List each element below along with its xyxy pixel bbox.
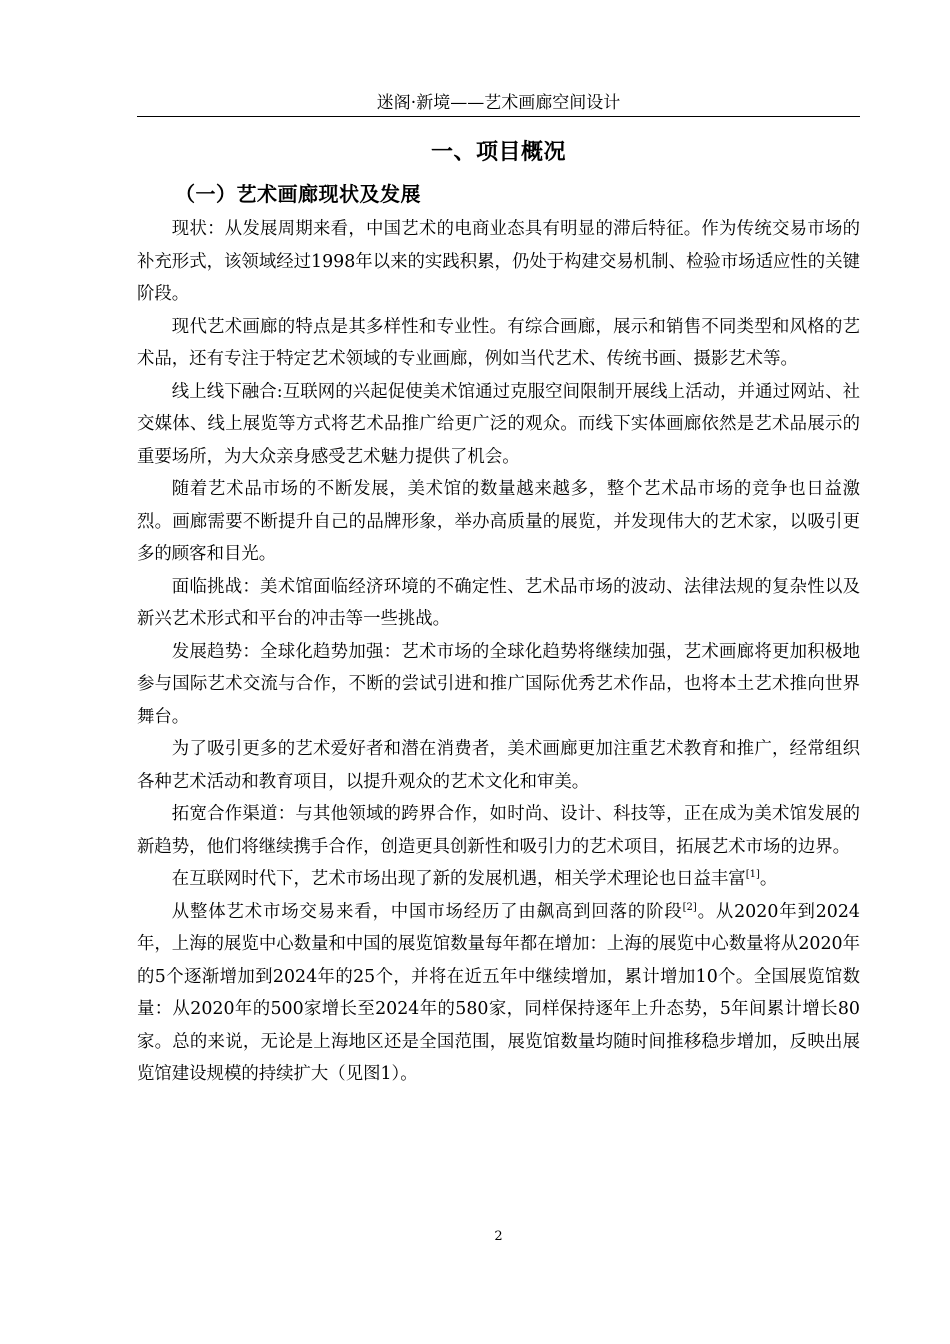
citation-ref: [1] [745, 869, 760, 881]
paragraph-text-end: 。从2020年到2024年，上海的展览中心数量和中国的展览馆数量每年都在增加：上海的展览中心数量将从2020年的5个逐渐增加到2024年的25个，并将在近五年中继续增加，累计增加10个。全国展览馆数量：从2020年的500家增长至2024年的580家，同样保持逐年上升态势，5年间累计增长80家。总的来说，无论是上海地区还是全国范围，展览馆数量均随时间推移稳步增加，反映出展览馆建设规模的持续扩大（见图1）。 [137, 901, 860, 1084]
paragraph [137, 571, 860, 636]
paragraph [137, 213, 860, 311]
paragraph-text: 发展趋势：全球化趋势加强：艺术市场的全球化趋势将继续加强，艺术画廊将更加积极地参与国际艺术交流与合作，不断的尝试引进和推广国际优秀艺术作品，也将本土艺术推向世界舞台。 [137, 641, 860, 727]
paragraph-text: 现代艺术画廊的特点是其多样性和专业性。有综合画廊，展示和销售不同类型和风格的艺术品，还有专注于特定艺术领域的专业画廊，例如当代艺术、传统书画、摄影艺术等。 [137, 316, 860, 369]
chapter-heading: 一、项目概况 [430, 140, 566, 165]
paragraph [137, 636, 860, 734]
paragraph [137, 733, 860, 798]
paragraph [137, 863, 860, 896]
paragraph-text: 拓宽合作渠道：与其他领域的跨界合作，如时尚、设计、科技等，正在成为美术馆发展的新趋势，他们将继续携手合作，创造更具创新性和吸引力的艺术项目，拓展艺术市场的边界。 [137, 804, 860, 857]
section-heading: （一）艺术画廊现状及发展 [175, 182, 421, 206]
header-divider [137, 116, 860, 117]
paragraph-text-end: 。 [759, 869, 778, 889]
paragraph [137, 376, 860, 474]
paragraph-text: 线上线下融合:互联网的兴起促使美术馆通过克服空间限制开展线上活动，并通过网站、社交媒体、线上展览等方式将艺术品推广给更广泛的观众。而线下实体画廊依然是艺术品展示的重要场所，为大众亲身感受艺术魅力提供了机会。 [137, 381, 860, 467]
paragraph-text: 为了吸引更多的艺术爱好者和潜在消费者，美术画廊更加注重艺术教育和推广，经常组织各种艺术活动和教育项目，以提升观众的艺术文化和审美。 [137, 739, 860, 792]
paragraph-text: 随着艺术品市场的不断发展，美术馆的数量越来越多，整个艺术品市场的竞争也日益激烈。画廊需要不断提升自己的品牌形象，举办高质量的展览，并发现伟大的艺术家，以吸引更多的顾客和目光。 [137, 479, 860, 564]
paragraph-text: 从整体艺术市场交易来看，中国市场经历了由飙高到回落的阶段 [171, 901, 683, 922]
paragraph-text: 面临挑战：美术馆面临经济环境的不确定性、艺术品市场的波动、法律法规的复杂性以及新兴艺术形式和平台的冲击等一些挑战。 [137, 576, 860, 629]
paragraph [137, 798, 860, 863]
paragraph-text: 在互联网时代下，艺术市场出现了新的发展机遇，相关学术理论也日益丰富 [171, 869, 746, 889]
body-text [137, 213, 860, 1091]
paragraph [137, 311, 860, 376]
paragraph [137, 896, 860, 1091]
paragraph-text: 现状：从发展周期来看，中国艺术的电商业态具有明显的滞后特征。作为传统交易市场的补充形式，该领域经过1998年以来的实践积累，仍处于构建交易机制、检验市场适应性的关键阶段。 [137, 219, 860, 304]
running-header-title: 迷阁·新境——艺术画廊空间设计 [376, 93, 621, 113]
citation-ref: [2] [682, 901, 697, 913]
page-number: 2 [494, 1229, 503, 1244]
paragraph [137, 473, 860, 571]
